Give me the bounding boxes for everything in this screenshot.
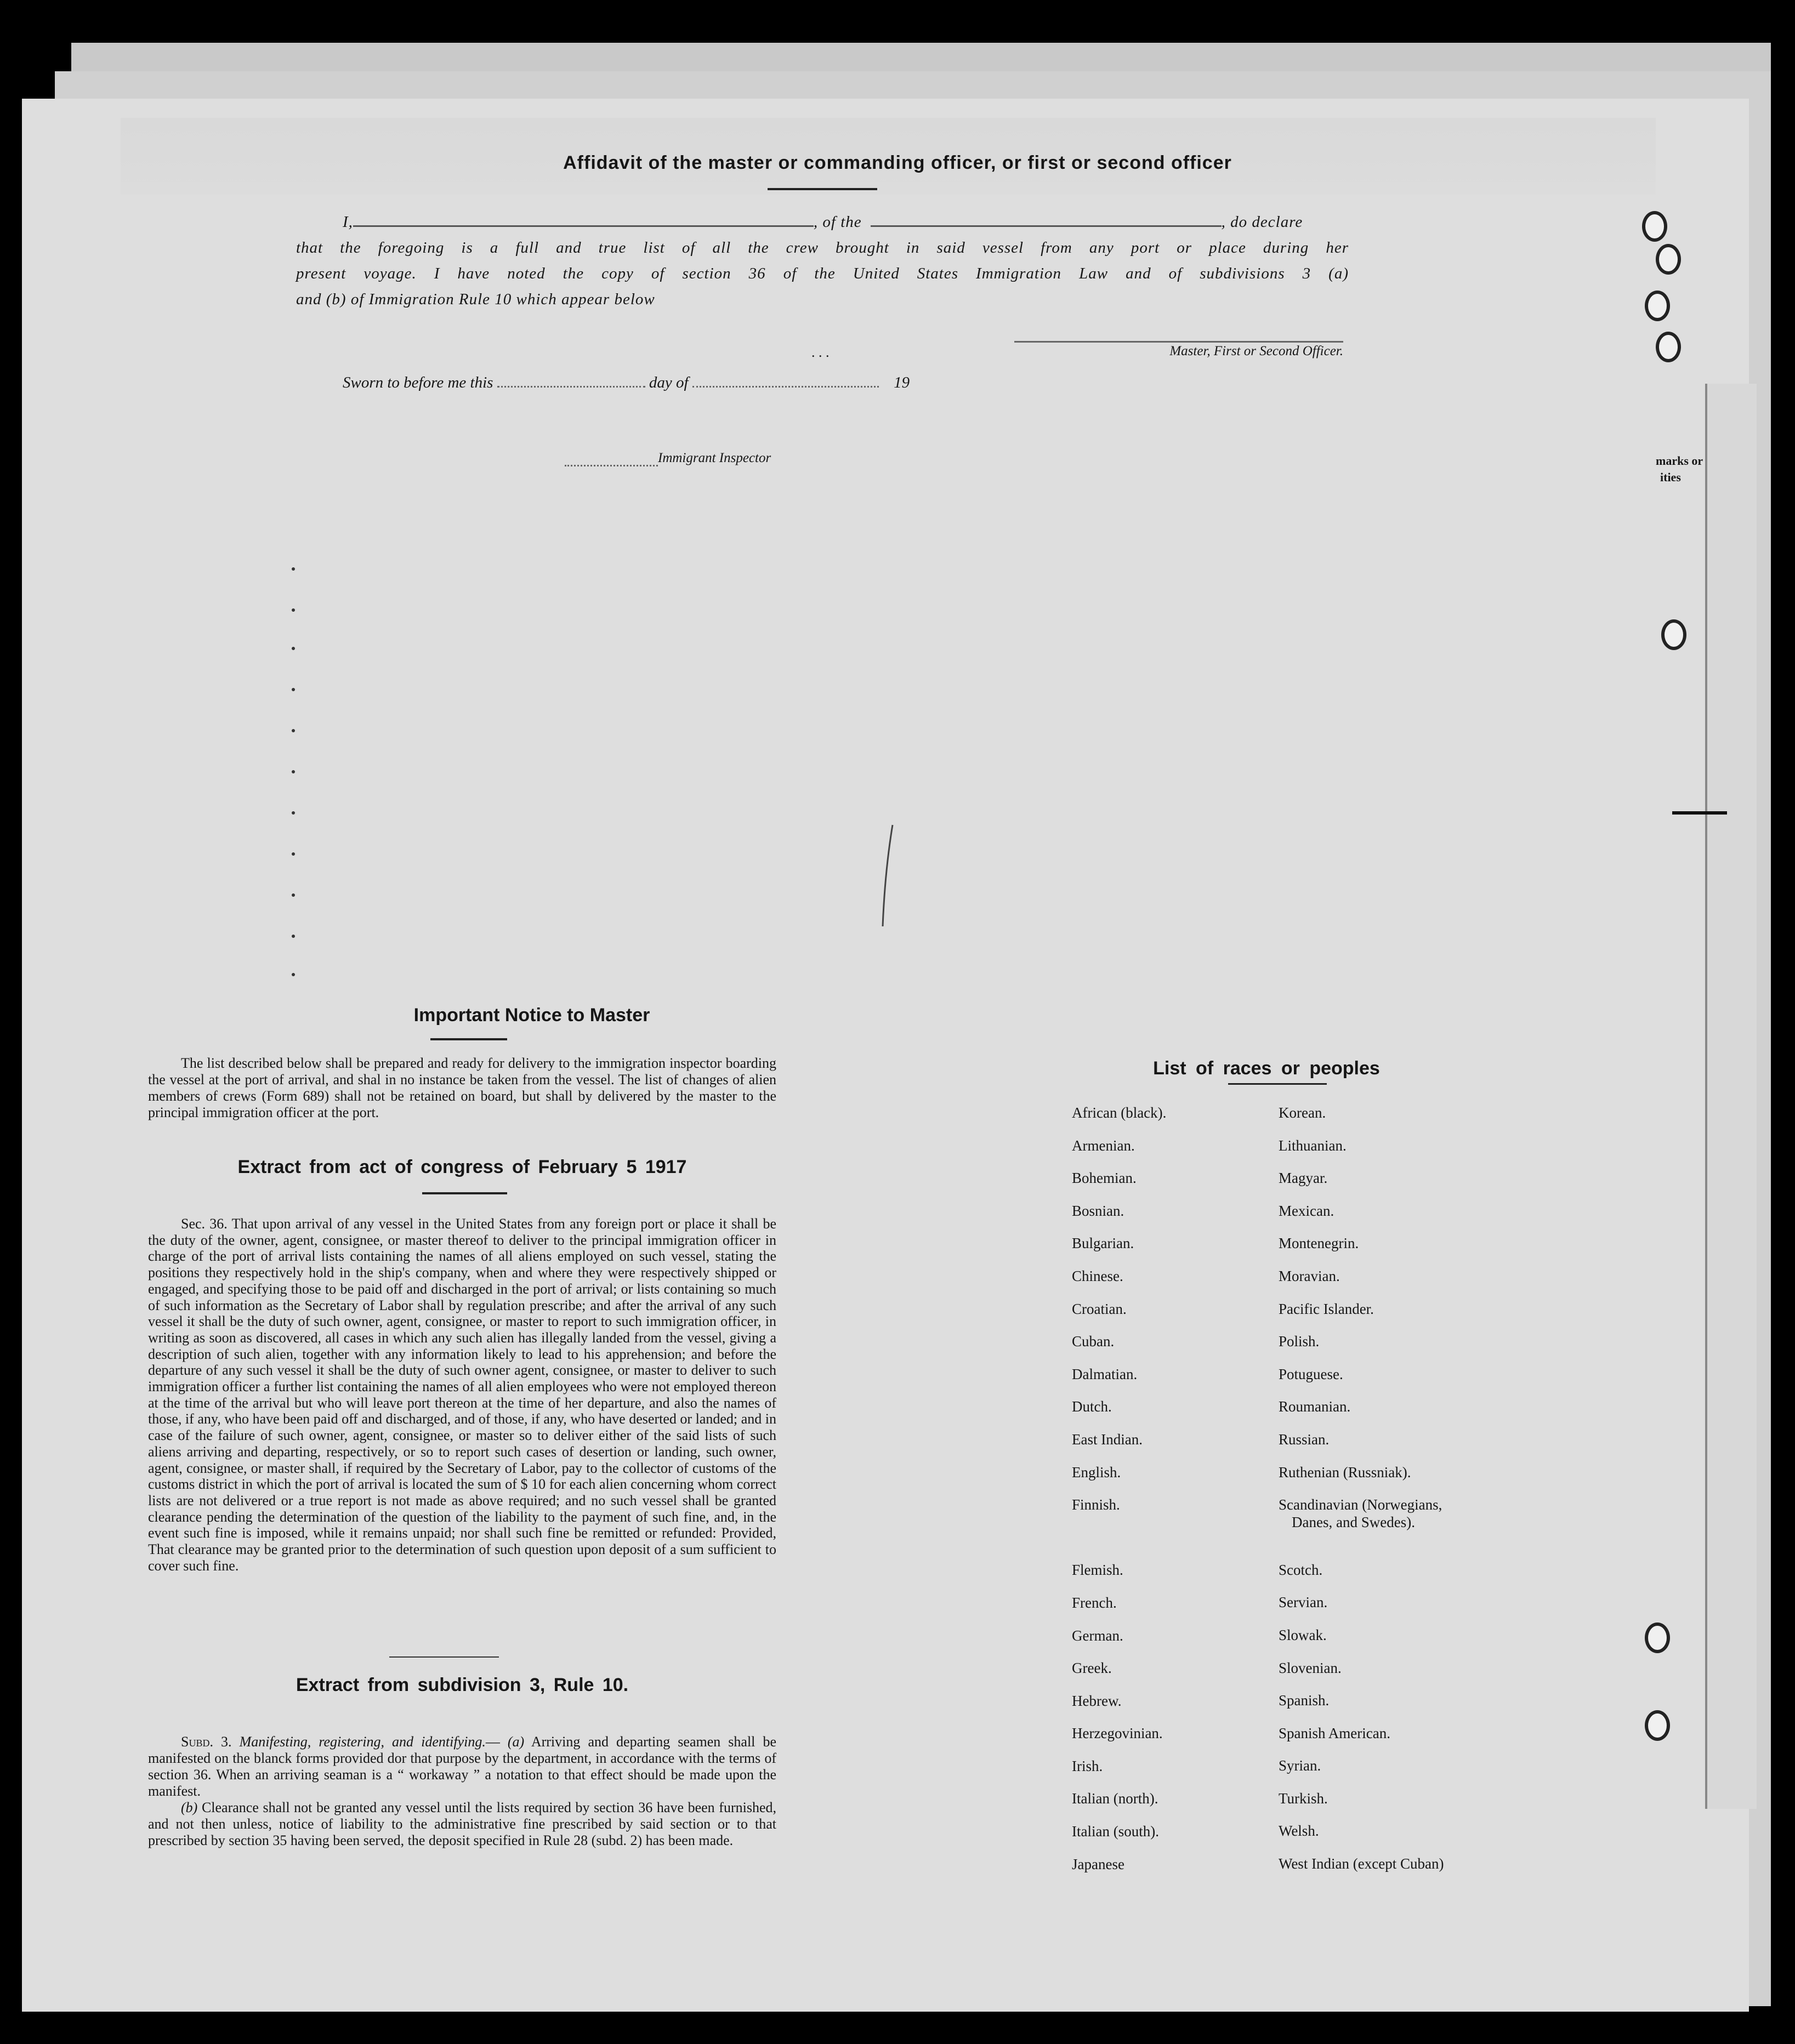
race-item: Danes, and Swedes). bbox=[1292, 1513, 1415, 1530]
race-item: Japanese bbox=[1072, 1855, 1124, 1872]
margin-dot bbox=[292, 770, 295, 773]
race-item: Syrian. bbox=[1279, 1757, 1321, 1774]
rule-paragraph-b bbox=[148, 1800, 776, 1849]
para-b-marker: (b) bbox=[181, 1800, 198, 1815]
binding-hole-icon bbox=[1661, 619, 1686, 650]
race-item: English. bbox=[1072, 1464, 1121, 1481]
affidavit-of-the: , of the bbox=[813, 213, 862, 231]
margin-dot bbox=[292, 729, 295, 732]
race-item: Scotch. bbox=[1279, 1561, 1323, 1578]
race-item: African (black). bbox=[1072, 1104, 1167, 1121]
margin-dot bbox=[292, 647, 295, 650]
binding-hole-icon bbox=[1645, 1710, 1670, 1741]
race-item: Hebrew. bbox=[1072, 1692, 1122, 1709]
act-title: Extract from act of congress of February 5 1917 bbox=[237, 1157, 687, 1177]
race-item: Greek. bbox=[1072, 1660, 1112, 1677]
vessel-blank[interactable] bbox=[871, 225, 1222, 227]
race-item: Magyar. bbox=[1279, 1170, 1328, 1187]
race-item: Slovenian. bbox=[1279, 1659, 1342, 1676]
race-item bbox=[1072, 1527, 1269, 1559]
affidavit-line-declaration bbox=[296, 209, 1349, 235]
race-item: Irish. bbox=[1072, 1757, 1103, 1774]
signature-caption: Master, First or Second Officer. bbox=[1169, 344, 1343, 358]
inspector-signature-blank[interactable] bbox=[565, 465, 658, 466]
race-item: Korean. bbox=[1279, 1104, 1326, 1121]
race-item: Potuguese. bbox=[1279, 1365, 1343, 1382]
race-item: French. bbox=[1072, 1594, 1117, 1611]
inspector-caption: Immigrant Inspector bbox=[658, 451, 771, 465]
subd-heading: Manifesting, registering, and identifying. bbox=[239, 1734, 486, 1750]
affidavit-declare: , do declare bbox=[1221, 213, 1303, 231]
race-item: Moravian. bbox=[1279, 1267, 1340, 1284]
para-a-marker: (a) bbox=[507, 1734, 525, 1750]
sworn-label: Sworn to before me this bbox=[343, 374, 493, 391]
affidavit-line: that the foregoing is a full and true list of all the crew brought in said vessel from any port or place during her bbox=[296, 239, 1349, 257]
notice-underline bbox=[430, 1038, 507, 1040]
binding-hole-icon bbox=[1642, 211, 1667, 242]
side-margin-line: marks or bbox=[1656, 454, 1703, 468]
race-item: Mexican. bbox=[1279, 1202, 1334, 1219]
race-item: Bosnian. bbox=[1072, 1202, 1124, 1219]
affidavit-body bbox=[296, 209, 1349, 312]
race-item: Herzegovinian. bbox=[1072, 1725, 1163, 1742]
day-of-label: day of bbox=[649, 374, 689, 391]
race-item: Spanish. bbox=[1279, 1692, 1330, 1709]
margin-dot bbox=[292, 852, 295, 856]
race-item: Chinese. bbox=[1072, 1267, 1123, 1284]
race-item: Turkish. bbox=[1279, 1790, 1328, 1807]
races-right-column bbox=[1279, 1102, 1487, 1886]
affidavit-title: Affidavit of the master or commanding officer, or first or second officer bbox=[563, 152, 1232, 173]
affidavit-line: present voyage. I have noted the copy of section 36 of the United States Immigration Law and of subdivisions 3 (a) bbox=[296, 265, 1349, 282]
races-left-column bbox=[1072, 1102, 1269, 1886]
race-item: Dutch. bbox=[1072, 1398, 1112, 1415]
races-title: List of races or peoples bbox=[1153, 1058, 1380, 1079]
binding-hole-icon bbox=[1645, 1622, 1670, 1653]
side-margin-text bbox=[1656, 453, 1711, 486]
race-item: West Indian (except Cuban) bbox=[1279, 1855, 1444, 1872]
title-underline bbox=[768, 188, 877, 190]
race-item: Dalmatian. bbox=[1072, 1365, 1138, 1382]
sworn-month-blank[interactable] bbox=[692, 386, 879, 388]
race-item: Pacific Islander. bbox=[1279, 1300, 1374, 1317]
act-underline bbox=[422, 1192, 507, 1194]
race-item: Italian (north). bbox=[1072, 1790, 1158, 1807]
margin-dot bbox=[292, 688, 295, 691]
act-end-rule bbox=[389, 1656, 499, 1658]
margin-dot bbox=[292, 811, 295, 815]
para-b-text: Clearance shall not be granted any vessel until the lists required by section 36 have been furnished, and not then unless, notice of liability to the administrative fine prescribed by said section or to that prescribed by section 35 having been served, the deposit specified in Rule 28 (subd. 2) has been made. bbox=[148, 1800, 776, 1848]
affidavit-line: and (b) of Immigration Rule 10 which appear below bbox=[296, 291, 655, 308]
race-item: East Indian. bbox=[1072, 1431, 1143, 1448]
race-item: Italian (south). bbox=[1072, 1823, 1159, 1840]
name-blank[interactable] bbox=[353, 225, 814, 227]
side-tab bbox=[1705, 384, 1757, 1809]
race-item: Armenian. bbox=[1072, 1137, 1135, 1154]
race-item: Roumanian. bbox=[1279, 1398, 1351, 1415]
margin-dot bbox=[292, 935, 295, 938]
race-item: Russian. bbox=[1279, 1431, 1330, 1448]
race-item: Lithuanian. bbox=[1279, 1137, 1347, 1154]
race-item: Cuban. bbox=[1072, 1333, 1115, 1350]
margin-dot bbox=[292, 973, 295, 976]
ellipsis-mark: . . . bbox=[811, 344, 830, 360]
tab-edge bbox=[1672, 811, 1727, 815]
sworn-line bbox=[343, 374, 910, 392]
notice-title: Important Notice to Master bbox=[413, 1005, 650, 1026]
margin-dot bbox=[292, 608, 295, 612]
side-margin-line: ities bbox=[1660, 470, 1681, 484]
race-item: Servian. bbox=[1279, 1594, 1328, 1611]
sworn-day-blank[interactable] bbox=[497, 386, 645, 388]
race-item: Scandinavian (Norwegians, bbox=[1279, 1496, 1442, 1513]
margin-dot bbox=[292, 567, 295, 571]
act-sec-label: Sec. 36. bbox=[181, 1216, 228, 1232]
act-body bbox=[148, 1216, 776, 1574]
race-item: Bulgarian. bbox=[1072, 1235, 1134, 1252]
race-item: German. bbox=[1072, 1627, 1123, 1644]
races-underline bbox=[1228, 1083, 1327, 1085]
race-item: Spanish American. bbox=[1279, 1724, 1390, 1741]
race-item: Ruthenian (Russniak). bbox=[1279, 1464, 1411, 1481]
subd-label: Subd. 3. bbox=[181, 1734, 232, 1750]
rule-title: Extract from subdivision 3, Rule 10. bbox=[296, 1675, 629, 1695]
race-item: Polish. bbox=[1279, 1333, 1320, 1350]
binding-hole-icon bbox=[1645, 291, 1670, 321]
affidavit-i: I, bbox=[343, 213, 353, 231]
race-item: Slowak. bbox=[1279, 1626, 1327, 1643]
binding-hole-icon bbox=[1656, 332, 1681, 362]
year-prefix: 19 bbox=[894, 374, 910, 391]
pen-stroke bbox=[877, 822, 899, 932]
race-item: Montenegrin. bbox=[1279, 1235, 1359, 1252]
race-item: Bohemian. bbox=[1072, 1170, 1137, 1187]
notice-body: The list described below shall be prepared and ready for delivery to the immigration inspector boarding the vessel at the port of arrival, and shal in no instance be taken from the vessel. The list of changes of alien members of crews (Form 689) shall not be retained on board, but shall by delivered by the master to the principal immigration officer at the port. bbox=[148, 1055, 776, 1120]
binding-hole-icon bbox=[1656, 244, 1681, 275]
rule-paragraph-a: Subd. 3. Manifesting, registering, and identifying.— (a) Arriving and departing seamen shall be manifested on the blanck forms provided dor that purpose by the department, in accordance with the terms of section 36. When an arriving seaman is a “ workaway ” a notation to that effect should be made upon the manifest. bbox=[148, 1734, 777, 1799]
race-item: Welsh. bbox=[1279, 1823, 1319, 1840]
race-item: Croatian. bbox=[1072, 1300, 1127, 1317]
margin-dot bbox=[292, 893, 295, 897]
race-item: Finnish. bbox=[1072, 1496, 1120, 1513]
rule-body bbox=[148, 1734, 776, 1849]
signature-line[interactable] bbox=[1014, 341, 1343, 343]
act-body-text: That upon arrival of any vessel in the United States from any foreign port or place it shall be the duty of the owner, agent, consignee, or master thereof to deliver to the principal immigration officer in charge of the port of arrival lists containing the names of all aliens employed on such vessel, stating the positions they respectively hold in the ship's company, when and where they were respectively shipped or engaged, and specifying those to be paid off and discharged in the port of arrival; or lists containing so much of such information as the Secretary of Labor shall by regulation prescribe; and after the arrival of any such vessel it shall be the duty of such owner, agent, consignee, or master to report to such immigration officer, in writing as soon as discovered, all cases in which any such alien has illegally landed from the vessel, giving a description of such alien, together with any information likely to lead to his apprehension; and before the departure of any such vessel it shall be the duty of such owner agent, consignee, or master to deliver to such immigration officer a further list containing the names of all alien employees who were not employed thereon at the time of the arrival but who will leave port thereon at the time of her departure, and also the names of those, if any, who have been paid off and discharged, and of those, if any, who have deserted or landed; and in case of the failure of such owner, agent, consignee, or master so to deliver either of the said lists of such aliens arriving and departing, respectively, or so to report such cases of desertion or landing, such owner, agent, consignee, or master shall, if required by the Secretary of Labor, pay to the collector of customs of the customs district in which the port of arrival is located the sum of $ 10 for each alien concerning whom correct lists are not delivered or a true report is not made as above required; and no such vessel shall be granted clearance pending the determination of the question of the liability to the payment of such fine, and, in the event such fine is imposed, while it remains unpaid; nor shall such fine be remitted or refunded: Provided, That clearance may be granted prior to the determination of such question upon deposit of a sum sufficient to cover such fine. bbox=[148, 1216, 776, 1574]
race-item: Flemish. bbox=[1072, 1562, 1123, 1579]
para-a-text: Arriving and departing seamen shall be manifested on the blanck forms provided dor that purpose by the department, in accordance with the terms of section 36. When an arriving seaman is a “ workaway ” a notation to that effect should be made upon the manifest. bbox=[148, 1734, 777, 1799]
